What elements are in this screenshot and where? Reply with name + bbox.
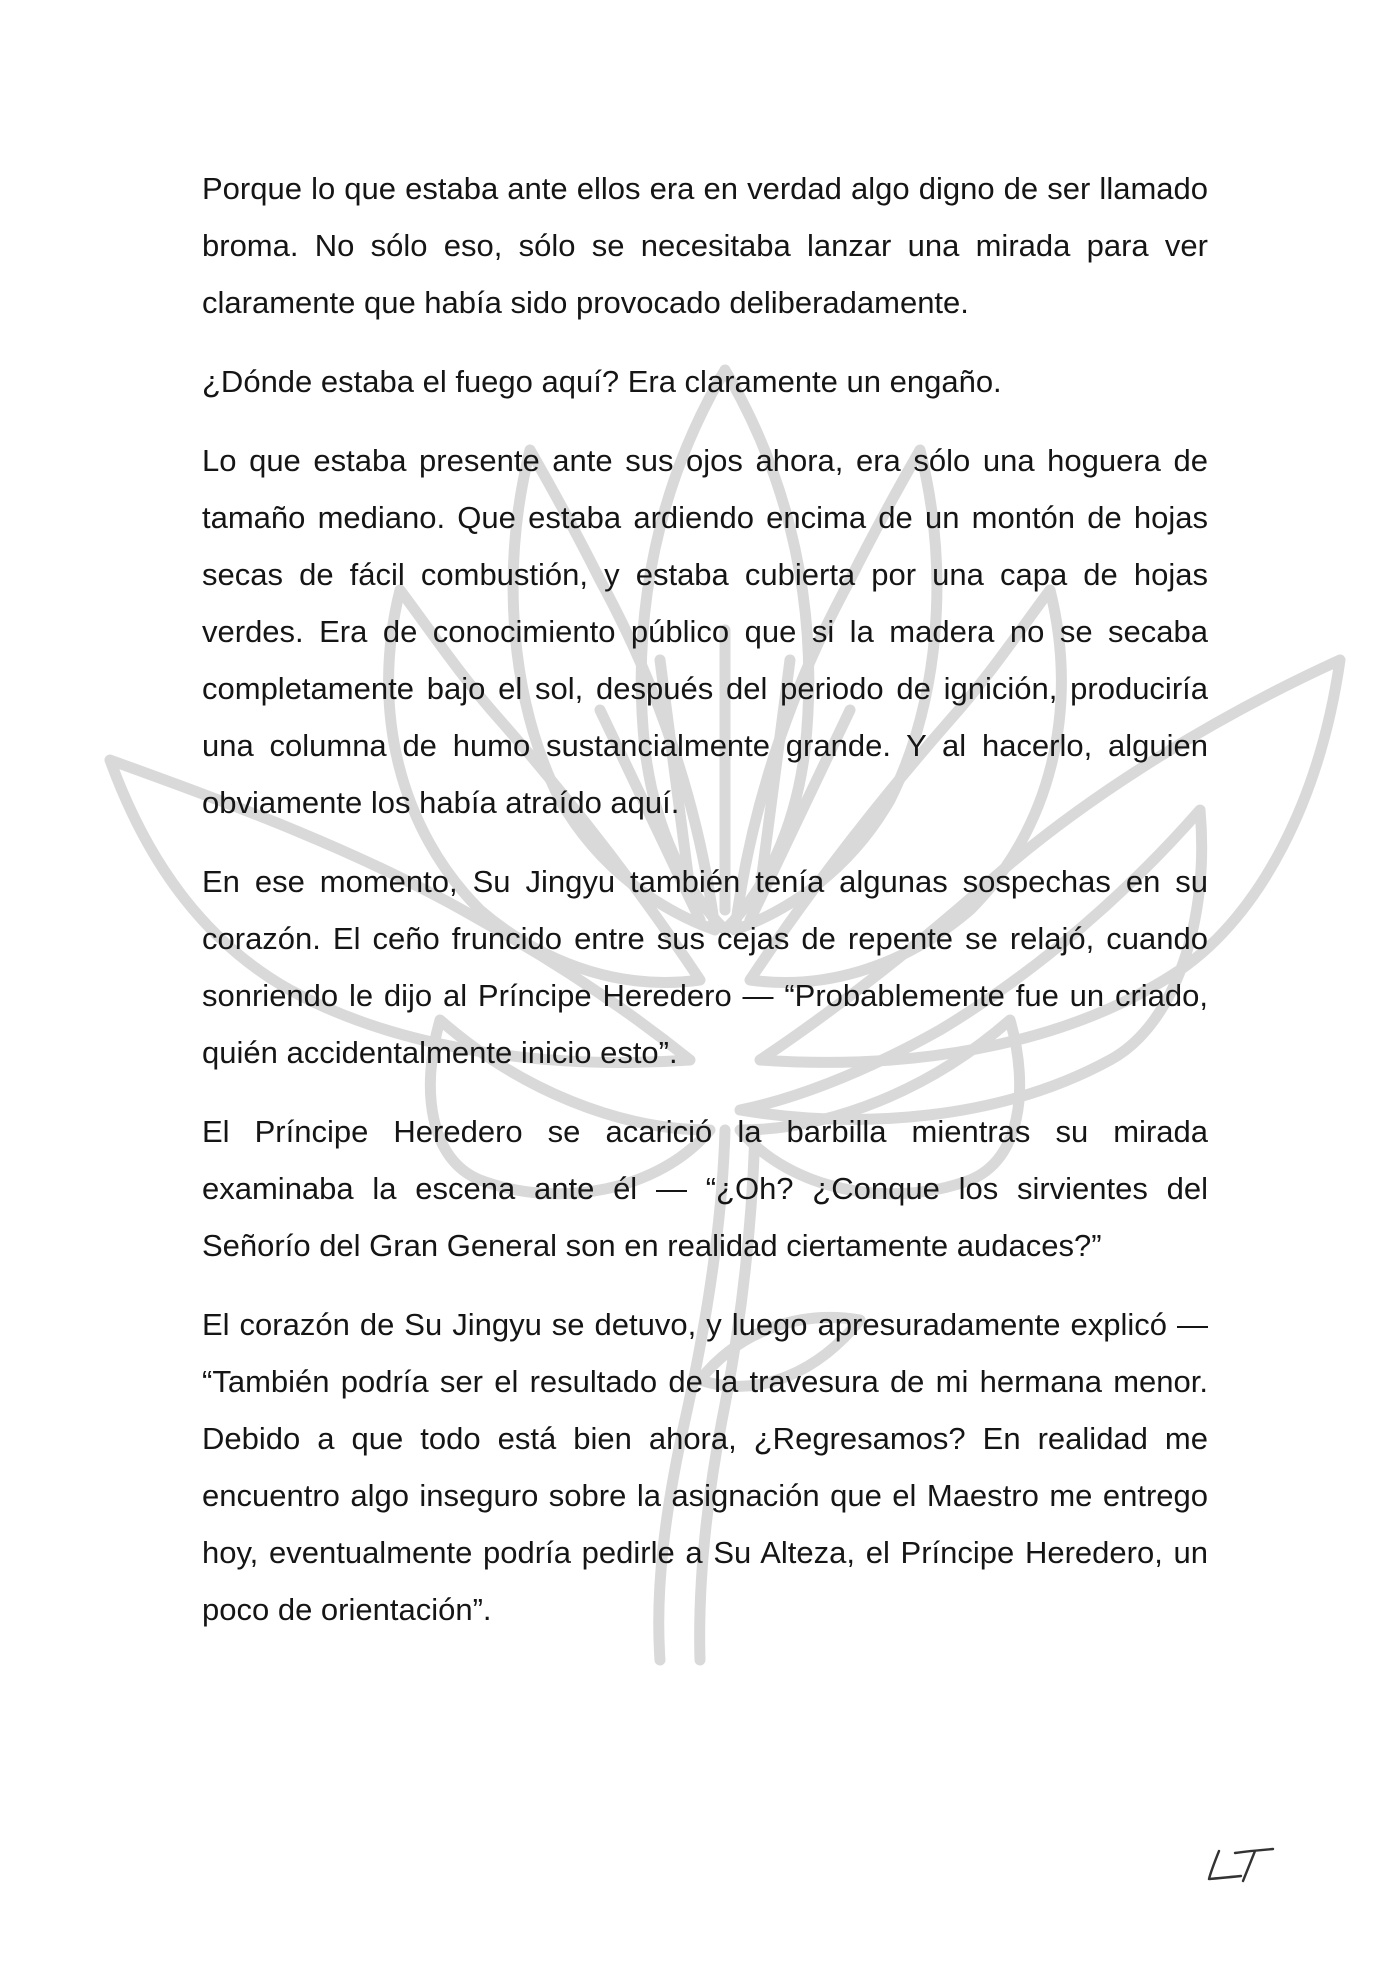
paragraph: ¿Dónde estaba el fuego aquí? Era claramente un engaño. [202, 364, 1002, 399]
paragraph: El Príncipe Heredero se acarició la barbilla mientras su mirada examinaba la escena ante él — “¿Oh? ¿Conque los sirvientes del Señorío del Gran General son en realidad ciertamente audaces?” [202, 1114, 1208, 1263]
document-text [202, 160, 1208, 1660]
paragraph: En ese momento, Su Jingyu también tenía algunas sospechas en su corazón. El ceño fruncido entre sus cejas de repente se relajó, cuando sonriendo le dijo al Príncipe Heredero — “Probablemente fue un criado, quién accidentalmente inicio esto”. [202, 864, 1208, 1070]
paragraph: Lo que estaba presente ante sus ojos ahora, era sólo una hoguera de tamaño mediano. Que estaba ardiendo encima de un montón de hojas secas de fácil combustión, y estaba cubierta por una capa de hojas verdes. Era de conocimiento público que si la madera no se secaba completamente bajo el sol, después del periodo de ignición, produciría una columna de humo sustancialmente grande. Y al hacerlo, alguien obviamente los había atraído aquí. [202, 443, 1208, 820]
paragraph: El corazón de Su Jingyu se detuvo, y luego apresuradamente explicó — “También podría ser el resultado de la travesura de mi hermana menor. Debido a que todo está bien ahora, ¿Regresamos? En realidad me encuentro algo inseguro sobre la asignación que el Maestro me entrego hoy, eventualmente podría pedirle a Su Alteza, el Príncipe Heredero, un poco de orientación”. [202, 1307, 1208, 1627]
paragraph: Porque lo que estaba ante ellos era en verdad algo digno de ser llamado broma. No sólo eso, sólo se necesitaba lanzar una mirada para ver claramente que había sido provocado deliberadamente. [202, 171, 1208, 320]
handwritten-signature-icon [1205, 1845, 1277, 1885]
